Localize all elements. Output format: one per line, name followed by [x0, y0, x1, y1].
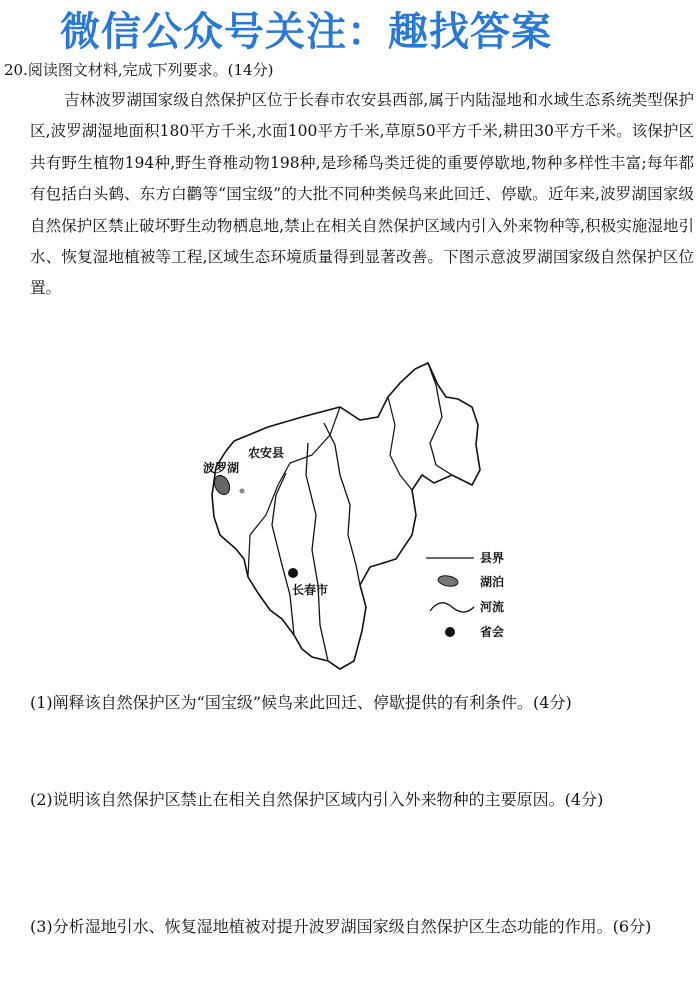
legend-capital-icon	[445, 627, 455, 637]
map-svg	[190, 345, 520, 685]
label-city: 长春市	[292, 583, 329, 597]
subquestion-3: (3)分析湿地引水、恢复湿地植被对提升波罗湖国家级自然保护区生态功能的作用。(6分)	[30, 917, 652, 936]
legend-lake-label: 湖泊	[480, 575, 505, 589]
legend-lake-icon	[437, 574, 458, 587]
lake-dot-icon	[240, 489, 245, 494]
river-1	[324, 423, 360, 585]
legend-river-icon	[430, 603, 474, 612]
river-2	[306, 443, 328, 661]
capital-dot-icon	[288, 568, 298, 578]
watermark: 微信公众号关注：趣找答案	[60, 9, 552, 55]
subquestion-2: (2)说明该自然保护区禁止在相关自然保护区域内引入外来物种的主要原因。(4分)	[30, 790, 604, 809]
question-header: 20.阅读图文材料,完成下列要求。(14分)	[4, 61, 274, 79]
label-lake: 波罗湖	[203, 461, 240, 475]
legend-river-label: 河流	[480, 600, 505, 614]
label-county: 农安县	[248, 446, 285, 460]
legend-county-boundary-label: 县界	[480, 551, 505, 565]
river-4	[428, 363, 452, 475]
material-paragraph: 吉林波罗湖国家级自然保护区位于长春市农安县西部,属于内陆湿地和水域生态系统类型保护区,波罗湖湿地面积180平方千米,水面100平方千米,草原50平方千米,耕田30平方千米。该保护区共有野生植物194种,野生脊椎动物198种,是珍稀鸟类迁徙的重要停歇地,物种多样性丰富;每年都有包括白头鹤、东方白鹳等“国宝级”的大批不同种类候鸟来此回迁、停歇。近年来,波罗湖国家级自然保护区禁止破坏野生动物栖息地,禁止在相关自然保护区域内引入外来物种等,积极实施湿地引水、恢复湿地植被等工程,区域生态环境质量得到显著改善。下图示意波罗湖国家级自然保护区位置。	[30, 91, 694, 298]
subquestion-1: (1)阐释该自然保护区为“国宝级”候鸟来此回迁、停歇提供的有利条件。(4分)	[30, 693, 572, 712]
river-3	[272, 473, 294, 635]
county-boundary-2	[248, 407, 340, 577]
county-boundary-1	[388, 397, 412, 490]
map-figure	[190, 345, 520, 685]
region-boundary	[212, 363, 480, 669]
legend-capital-label: 省会	[480, 625, 505, 639]
